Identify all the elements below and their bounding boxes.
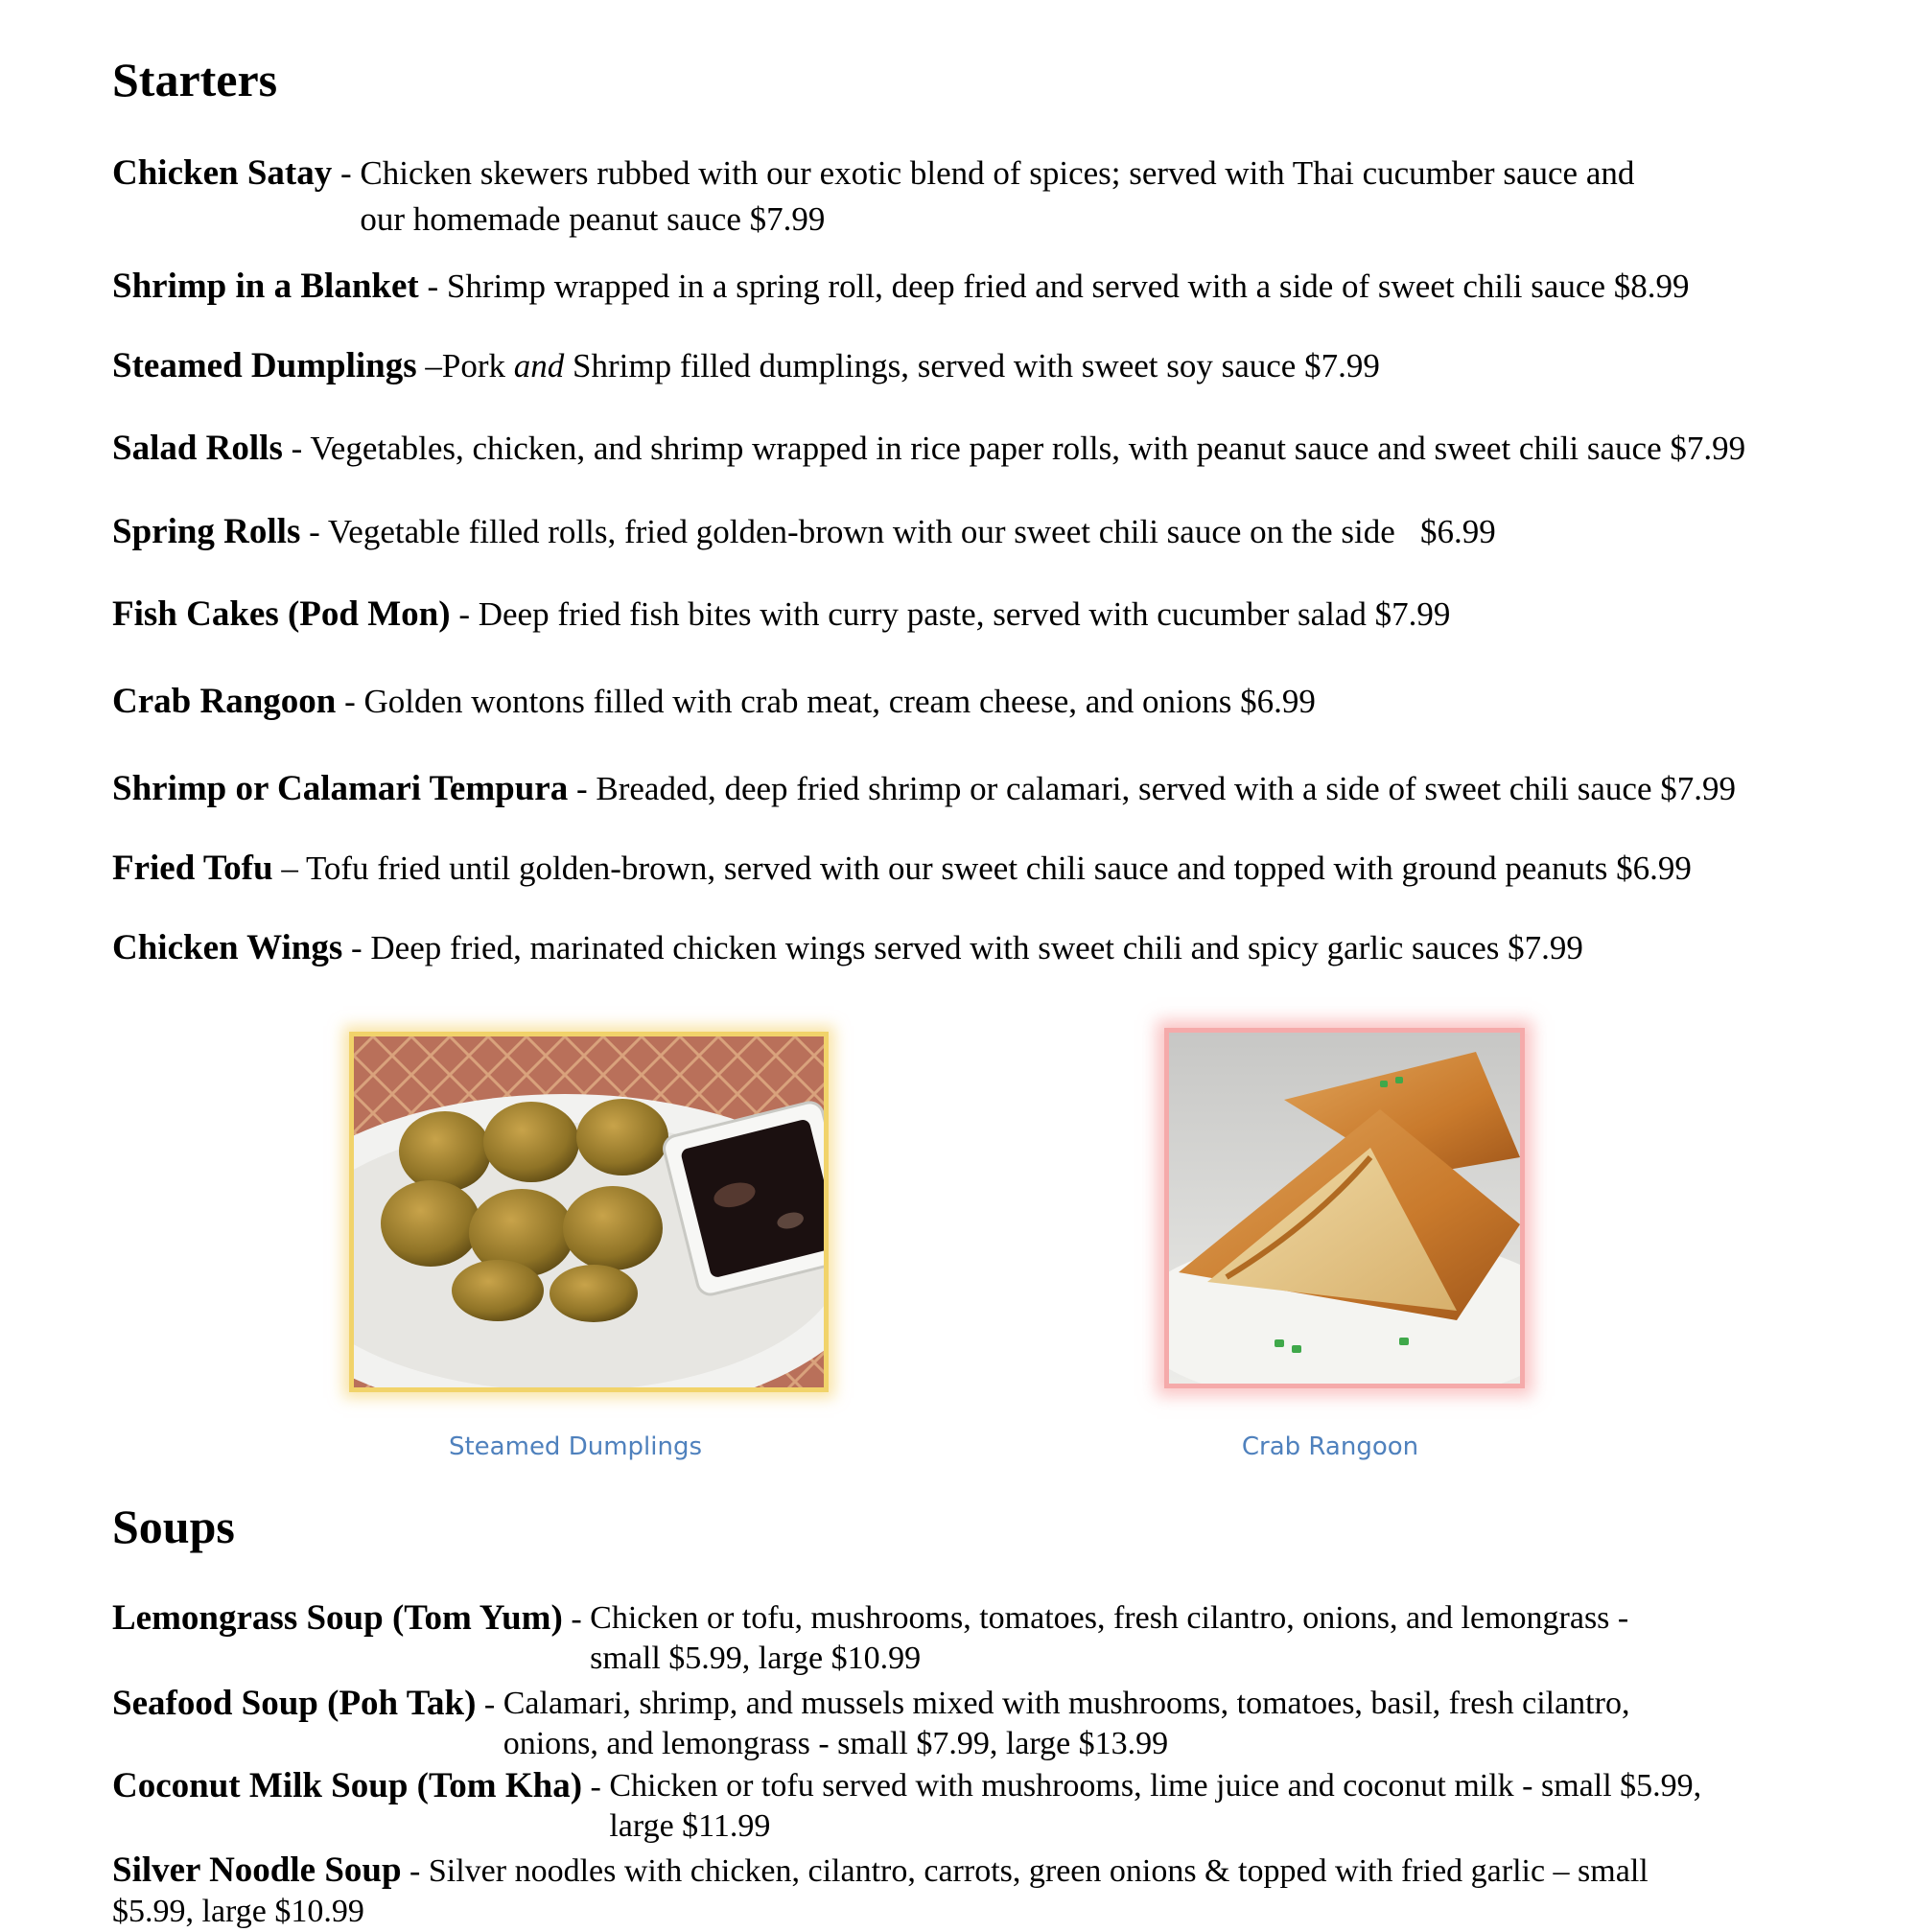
item-name: Silver Noodle Soup (112, 1851, 402, 1890)
soups-heading: Soups (112, 1500, 235, 1553)
steamed-dumplings-photo (349, 1032, 829, 1392)
item-name: Fried Tofu (112, 849, 273, 888)
item-name: Steamed Dumplings (112, 346, 417, 385)
item-description-line-2: onions, and lemongrass - small $7.99, large $13.99 (503, 1726, 1169, 1761)
menu-item-fish-cakes (112, 592, 1450, 638)
crab-rangoon-caption: Crab Rangoon (1241, 1432, 1419, 1461)
menu-item-steamed-dumplings (112, 343, 1380, 389)
item-separator: - (401, 1853, 429, 1889)
menu-item-chicken-wings (112, 925, 1583, 971)
item-separator: – (272, 850, 306, 887)
item-description-line-1: Calamari, shrimp, and mussels mixed with mushrooms, tomatoes, basil, fresh cilantro, (503, 1686, 1630, 1721)
item-description-emphasis: and (513, 347, 565, 384)
item-description-line-1: Chicken skewers rubbed with our exotic blend of spices; served with Thai cucumber sauce and (360, 154, 1635, 192)
item-description: Vegetable filled rolls, fried golden-brown with our sweet chili sauce on the side $6.99 (327, 513, 1496, 550)
item-separator: - (568, 770, 596, 807)
item-name: Lemongrass Soup (Tom Yum) (112, 1598, 563, 1638)
item-description-line-1: Chicken or tofu served with mushrooms, lime juice and coconut milk - small $5.99, (609, 1768, 1702, 1804)
menu-item-spring-rolls (112, 509, 1496, 555)
item-separator: - (332, 154, 361, 192)
item-description: Tofu fried until golden-brown, served with our sweet chili sauce and topped with ground peanuts $6.99 (305, 850, 1692, 887)
item-description: Golden wontons filled with crab meat, cream cheese, and onions $6.99 (363, 683, 1316, 720)
item-separator: – (416, 347, 442, 384)
item-name: Spring Rolls (112, 512, 301, 551)
item-description-pre: Pork (441, 347, 514, 384)
item-separator: - (476, 1687, 503, 1722)
item-description: Shrimp wrapped in a spring roll, deep fried and served with a side of sweet chili sauce $8.99 (446, 268, 1690, 305)
menu-item-silver-noodle-soup (112, 1851, 1649, 1932)
menu-item-tempura (112, 766, 1736, 812)
item-description-line-1: Silver noodles with chicken, cilantro, carrots, green onions & topped with fried garlic – small (428, 1853, 1649, 1889)
item-name: Chicken Wings (112, 928, 343, 967)
item-description-line-2: our homemade peanut sauce $7.99 (360, 200, 826, 238)
item-separator: - (582, 1769, 610, 1804)
item-separator: - (418, 268, 447, 305)
menu-item-crab-rangoon (112, 679, 1316, 725)
item-description: Vegetables, chicken, and shrimp wrapped in rice paper rolls, with peanut sauce and sweet chili sauce $7.99 (310, 430, 1746, 467)
item-name: Crab Rangoon (112, 682, 337, 721)
starters-heading: Starters (112, 53, 278, 106)
item-name: Coconut Milk Soup (Tom Kha) (112, 1766, 583, 1805)
item-description-line-2: $5.99, large $10.99 (112, 1894, 364, 1929)
menu-item-chicken-satay (112, 151, 1634, 243)
item-description-line-2: large $11.99 (609, 1808, 771, 1844)
item-description: Deep fried fish bites with curry paste, served with cucumber salad $7.99 (478, 595, 1451, 633)
menu-item-salad-rolls (112, 426, 1745, 472)
item-separator: - (300, 513, 328, 550)
item-separator: - (282, 430, 311, 467)
item-name: Salad Rolls (112, 429, 283, 468)
item-separator: - (562, 1601, 591, 1637)
crab-rangoon-image (1169, 1033, 1520, 1384)
item-description: Breaded, deep fried shrimp or calamari, served with a side of sweet chili sauce $7.99 (596, 770, 1736, 807)
item-description: Deep fried, marinated chicken wings served with sweet chili and spicy garlic sauces $7.99 (370, 929, 1583, 966)
item-description-line-1: Chicken or tofu, mushrooms, tomatoes, fresh cilantro, onions, and lemongrass - (590, 1600, 1629, 1636)
item-name: Fish Cakes (Pod Mon) (112, 594, 451, 634)
item-description-post: Shrimp filled dumplings, served with sweet soy sauce $7.99 (564, 347, 1380, 384)
crab-rangoon-photo (1164, 1028, 1525, 1388)
item-name: Shrimp in a Blanket (112, 267, 419, 306)
item-name: Shrimp or Calamari Tempura (112, 769, 569, 808)
item-name: Seafood Soup (Poh Tak) (112, 1684, 477, 1723)
steamed-dumplings-image (354, 1036, 824, 1387)
menu-item-fried-tofu (112, 846, 1692, 892)
menu-item-poh-tak (112, 1684, 1629, 1764)
menu-item-tom-yum (112, 1598, 1628, 1679)
menu-item-shrimp-in-a-blanket (112, 264, 1690, 310)
item-separator: - (336, 683, 364, 720)
item-description-line-2: small $5.99, large $10.99 (590, 1641, 922, 1676)
item-name: Chicken Satay (112, 153, 333, 193)
steamed-dumplings-caption: Steamed Dumplings (448, 1432, 703, 1461)
item-separator: - (342, 929, 371, 966)
menu-item-tom-kha (112, 1766, 1701, 1847)
item-separator: - (450, 595, 479, 633)
